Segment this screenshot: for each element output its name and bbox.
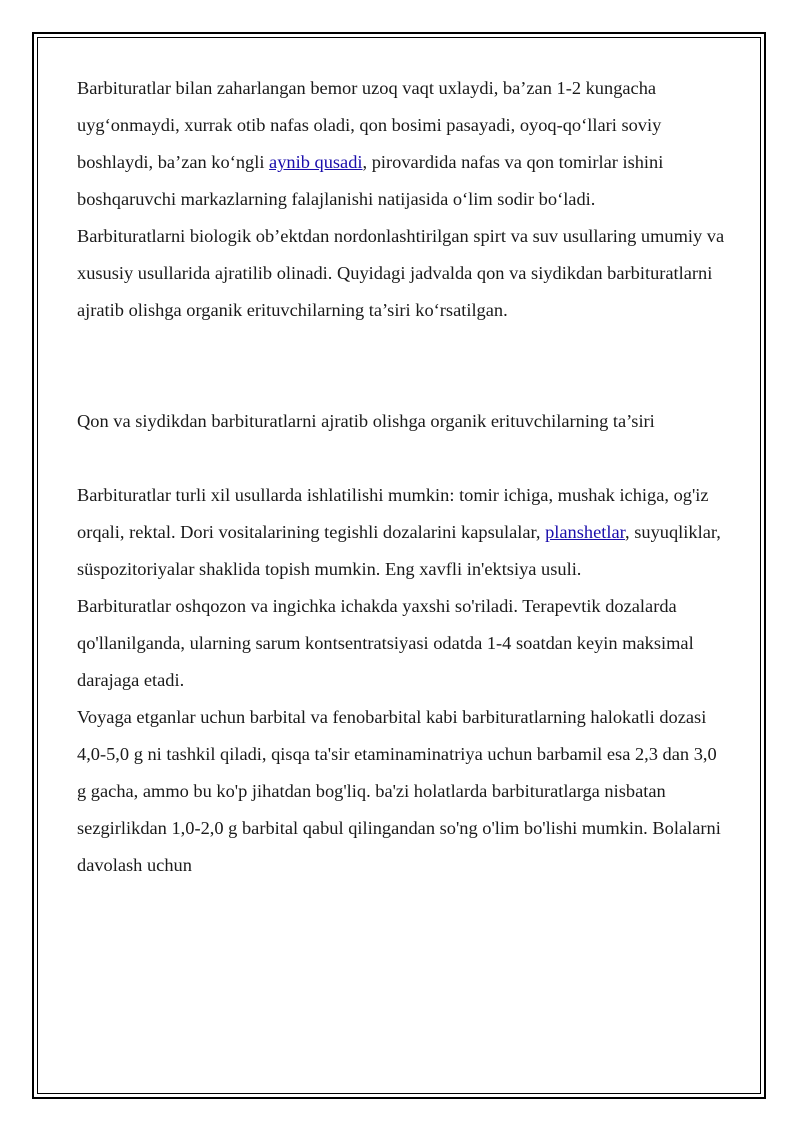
paragraph-poisoning-symptoms	[77, 70, 727, 218]
spacer	[77, 329, 727, 403]
paragraph-text: Barbituratlar turli xil usullarda ishlatilishi mumkin: tomir ichiga, mushak ichiga, og'iz orqali, rektal. Dori vositalarining tegishli dozalarini kapsulalar,	[77, 485, 709, 542]
paragraph-absorption: Barbituratlar oshqozon va ingichka ichakda yaxshi so'riladi. Terapevtik dozalarda qo'llanilganda, ularning sarum kontsentratsiyasi odatda 1-4 soatdan keyin maksimal darajaga etadi.	[77, 596, 694, 690]
link-planshetlar[interactable]: planshetlar	[545, 522, 626, 542]
paragraph-text: , pirovardida nafas va qon tomirlar ishini boshqaruvchi markazlarning falajlanishi natijasida o‘lim sodir bo‘ladi.	[77, 152, 664, 209]
link-aynib-qusadi[interactable]: aynib qusadi	[269, 152, 363, 172]
paragraph-lethal-dose: Voyaga etganlar uchun barbital va fenobarbital kabi barbituratlarning halokatli dozasi 4,0-5,0 g ni tashkil qiladi, qisqa ta'sir etaminaminatriya uchun barbamil esa 2,3 dan 3,0 g gacha, ammo bu ko'p jihatdan bog'liq. ba'zi holatlarda barbituratlarga nisbatan sezgirlikdan 1,0-2,0 g barbital qabul qilingandan so'ng o'lim bo'lishi mumkin. Bolalarni davolash uchun	[77, 707, 721, 875]
paragraph-text: Barbituratlar bilan zaharlangan bemor uzoq vaqt uxlaydi, ba’zan 1-2 kungacha uyg‘onmaydi, xurrak otib nafas oladi, qon bosimi pasayadi, oyoq-qo‘llari soviy boshlaydi, ba’zan ko‘ngli	[77, 78, 662, 172]
paragraph-text: , suyuqliklar, süspozitoriyalar shaklida topish mumkin. Eng xavfli in'ektsiya usuli.	[77, 522, 721, 579]
paragraph-extraction: Barbituratlarni biologik ob’ektdan nordonlashtirilgan spirt va suv usullaring umumiy va xususiy usullarida ajratilib olinadi. Quyidagi jadvalda qon va siydikdan barbituratlarni ajratib olishga organik erituvchilarning ta’siri ko‘rsatilgan.	[77, 226, 725, 320]
document-body	[77, 70, 727, 884]
paragraph-administration	[77, 477, 727, 588]
spacer	[77, 440, 727, 477]
table-caption: Qon va siydikdan barbituratlarni ajratib olishga organik erituvchilarning ta’siri	[77, 411, 655, 431]
